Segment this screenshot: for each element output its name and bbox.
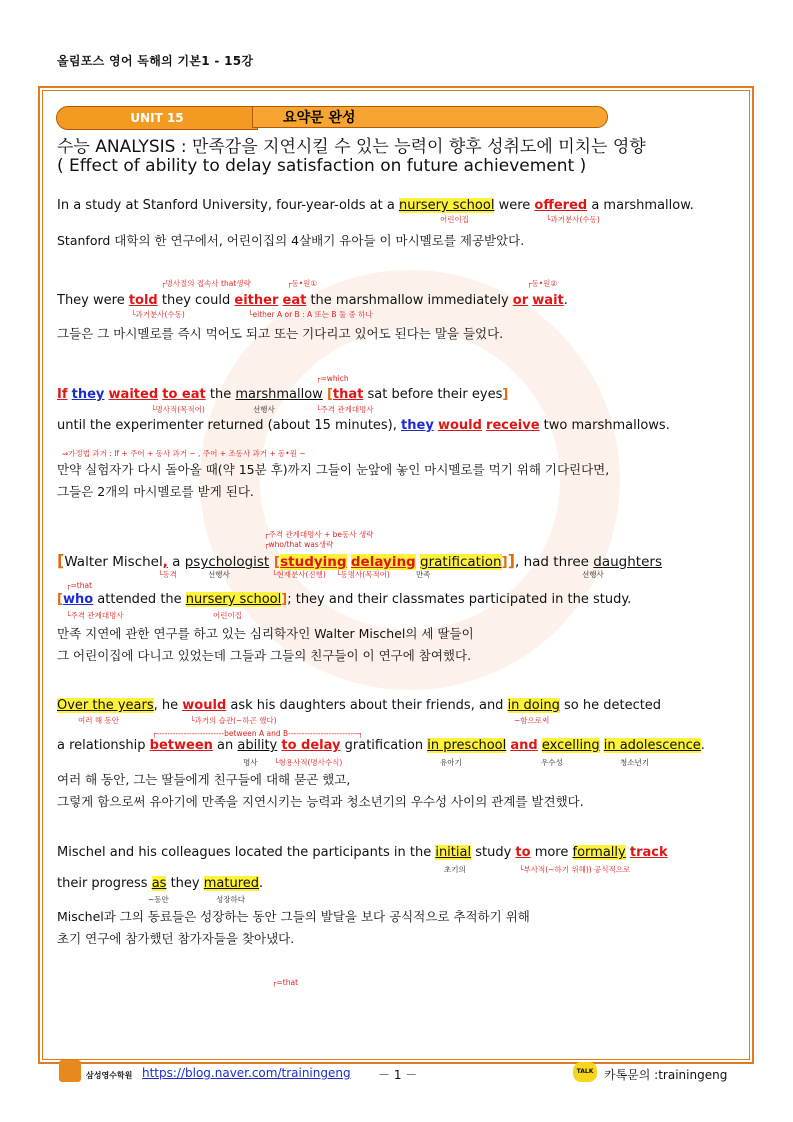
text: until the experimenter returned (about 15 minutes),	[57, 418, 402, 433]
word-would: would	[437, 418, 482, 433]
text: sat before their eyes	[367, 387, 503, 402]
text: their progress	[57, 876, 152, 891]
text: They were	[57, 293, 129, 308]
sentence-6	[57, 845, 668, 860]
academy-name: 삼성영수학원	[86, 1071, 133, 1080]
bracket: ]	[502, 387, 509, 402]
hl-nursery-school: nursery school	[185, 592, 282, 607]
analysis-title-english: ( Effect of ability to delay satisfaction on future achievement )	[57, 156, 587, 176]
bracket: ]	[501, 554, 508, 570]
word-they: they	[71, 387, 105, 402]
note: └과거의 습관(~하곤 했다)	[190, 716, 277, 725]
text: they could	[157, 293, 235, 308]
word-who: who	[62, 592, 94, 607]
text: more	[530, 845, 573, 860]
sentence-4	[57, 551, 662, 570]
note: 초기의	[444, 865, 466, 874]
note: 선행사	[208, 570, 230, 579]
text: they	[166, 876, 204, 891]
text: study	[471, 845, 516, 860]
analysis-title-korean: 수능 ANALYSIS : 만족감을 지연시킬 수 있는 능력이 향후 성취도에 미치는 영향	[57, 137, 646, 157]
word-receive: receive	[486, 418, 540, 433]
word-wait: wait	[532, 293, 564, 308]
word-offered: offered	[534, 198, 588, 213]
note: 명사	[243, 758, 258, 767]
page-header-title: 올림포스 영어 독해의 기본1 - 15강	[57, 54, 254, 68]
note: ~함으로써	[514, 716, 550, 725]
unit-label: UNIT 15	[56, 106, 258, 130]
word-if: If	[57, 387, 68, 402]
text: two marshmallows.	[539, 418, 670, 433]
text: Walter Mischel	[64, 554, 163, 570]
text: gratification	[340, 738, 428, 753]
note: 선행사	[582, 570, 604, 579]
note: └주격 관계대명사	[316, 405, 374, 414]
translation-4b: 그 어린이집에 다니고 있었는데 그들과 그들의 친구들이 이 연구에 참여했다.	[57, 648, 472, 663]
section-label: 요약문 완성	[252, 106, 608, 128]
note: └either A or B : A 또는 B 둘 중 하나	[248, 310, 373, 319]
academy-logo-icon	[59, 1060, 81, 1082]
note: 성장하다	[216, 895, 245, 904]
bracket: [	[326, 387, 333, 402]
word-to-delay: to delay	[281, 738, 341, 753]
sentence-4b	[57, 592, 631, 607]
word-daughters: daughters	[593, 554, 662, 570]
hl-initial: initial	[435, 845, 472, 860]
comma: ,	[162, 554, 168, 570]
word-they: they	[401, 418, 434, 433]
text: a	[167, 554, 185, 570]
hl-excelling: excelling	[541, 738, 600, 753]
unit-banner	[56, 106, 610, 130]
note: ┌=that	[66, 581, 93, 590]
note: ┌-------------------------between A and B--------------------------┐	[152, 729, 364, 738]
note: ~동안	[148, 895, 169, 904]
note: 청소년기	[620, 758, 649, 767]
text: , he	[153, 698, 183, 713]
translation-4a: 만족 지연에 관한 연구를 하고 있는 심리학자인 Walter Mischel의 세 딸들이	[57, 626, 474, 641]
kakao-talk-icon: TALK	[573, 1062, 597, 1082]
note: ┌동•원②	[527, 279, 558, 288]
note: └명사적(목적어)	[151, 405, 205, 414]
word-that: that	[332, 387, 364, 402]
bracket: ]	[281, 592, 288, 607]
note: └부사적(~하기 위해)) 공식적으로	[519, 865, 631, 874]
sentence-3b	[57, 418, 670, 433]
translation-3b: 그들은 2개의 마시멜로를 받게 된다.	[57, 484, 254, 499]
note: └과거분사(수동)	[546, 215, 600, 224]
word-gratification: gratification	[420, 554, 502, 570]
hl-nursery-school: nursery school	[398, 198, 495, 213]
analysis-title	[57, 138, 646, 176]
text: .	[259, 876, 264, 891]
note: 어린이집	[213, 611, 242, 620]
hl-as: as	[151, 876, 167, 891]
word-would: would	[182, 698, 227, 713]
text: attended the	[93, 592, 186, 607]
note: ⇒가정법 과거 : If + 주어 + 동사 과거 ~ , 주어 + 조동사 과거 + 동•원 ~	[62, 449, 306, 458]
word-or: or	[512, 293, 529, 308]
text: an	[212, 738, 238, 753]
bracket: [	[57, 592, 63, 607]
sentence-2	[57, 293, 568, 308]
translation-3a: 만약 실험자가 다시 돌아올 때(약 15분 후)까지 그들이 눈앞에 놓인 마시멜로를 먹기 위해 기다린다면,	[57, 462, 610, 477]
word-between: between	[149, 738, 213, 753]
hl-over-the-years: Over the years	[57, 698, 154, 713]
note: 유아기	[440, 758, 462, 767]
bracket: [	[269, 554, 281, 570]
word-told: told	[128, 293, 158, 308]
blog-link[interactable]: https://blog.naver.com/trainingeng	[142, 1066, 351, 1080]
note: 우수성	[541, 758, 563, 767]
note: 여러 해 동안	[78, 716, 119, 725]
word-waited: waited	[108, 387, 159, 402]
sentence-3	[57, 387, 508, 402]
word-psychologist: psychologist	[184, 554, 270, 570]
text: so he detected	[559, 698, 662, 713]
text: , had three	[515, 554, 594, 570]
text: .	[700, 738, 705, 753]
note: ┌주격 관계대명사 + be동사 생략	[264, 530, 374, 539]
translation-6a: Mischel과 그의 동료들은 성장하는 동안 그들의 발달을 보다 공식적으로 추적하기 위해	[57, 909, 530, 924]
text: a marshmallow.	[587, 198, 694, 213]
translation-6b: 초기 연구에 참가했던 참가자들을 찾아냈다.	[57, 931, 295, 946]
note: ┌who/that was생략	[264, 540, 334, 549]
text: were	[494, 198, 535, 213]
hl-in-doing: in doing	[507, 698, 560, 713]
text: ask his daughters about their friends, and	[226, 698, 508, 713]
note: ┌=which	[316, 374, 349, 383]
text: .	[563, 293, 568, 308]
text: In a study at Stanford University, four-year-olds at a	[57, 198, 399, 213]
word-to: to	[515, 845, 531, 860]
note: 어린이집	[440, 215, 469, 224]
word-either: either	[234, 293, 279, 308]
sentence-6b	[57, 876, 263, 891]
note: 만족	[416, 570, 431, 579]
word-eat: eat	[282, 293, 307, 308]
bracket: ]	[507, 551, 515, 570]
note: └과거분사(수동)	[131, 310, 185, 319]
word-delaying: delaying	[350, 554, 416, 570]
text: the marshmallow immediately	[306, 293, 513, 308]
word-and: and	[510, 738, 538, 753]
word-studying: studying	[280, 554, 347, 570]
word-to-eat: to eat	[162, 387, 206, 402]
hl-in-preschool: in preschool	[427, 738, 507, 753]
translation-2: 그들은 그 마시멜로를 즉시 먹어도 되고 또는 기다리고 있어도 된다는 말을 들었다.	[57, 326, 504, 341]
word-ability: ability	[237, 738, 278, 753]
text: Mischel and his colleagues located the participants in the	[57, 845, 436, 860]
note: └동격	[158, 570, 178, 579]
note: ┌명사절의 접속사 that생략	[161, 279, 251, 288]
translation-5b: 그렇게 함으로써 유아기에 만족을 지연시키는 능력과 청소년기의 우수성 사이의 관계를 발견했다.	[57, 794, 584, 809]
note: 선행사	[253, 405, 275, 414]
note: ┌=that	[272, 978, 299, 987]
sentence-5	[57, 698, 661, 713]
bracket: [	[57, 551, 65, 570]
note: ┌동•원①	[287, 279, 318, 288]
text: ; they and their classmates participated in the study.	[287, 592, 632, 607]
note: └동명사(목적어)	[336, 570, 390, 579]
sentence-5b	[57, 738, 705, 753]
word-marshmallow: marshmallow	[235, 387, 323, 402]
translation-1: Stanford 대학의 한 연구에서, 어린이집의 4살배기 유아들 이 마시멜로를 제공받았다.	[57, 233, 525, 248]
word-track: track	[629, 845, 668, 860]
note: └주격 관계대명사	[66, 611, 124, 620]
text: a relationship	[57, 738, 150, 753]
translation-5a: 여러 해 동안, 그는 딸들에게 친구들에 대해 묻곤 했고,	[57, 772, 351, 787]
page-number: － 1 －	[378, 1068, 418, 1082]
note: └형용사적(명사수식)	[274, 758, 343, 767]
hl-in-adolescence: in adolescence	[603, 738, 701, 753]
kakao-contact: 카톡문의 :trainingeng	[604, 1068, 728, 1082]
text: the	[209, 387, 232, 402]
hl-matured: matured	[203, 876, 260, 891]
hl-formally: formally	[572, 845, 626, 860]
sentence-1	[57, 198, 694, 213]
note: └현재분사(진행)	[272, 570, 326, 579]
